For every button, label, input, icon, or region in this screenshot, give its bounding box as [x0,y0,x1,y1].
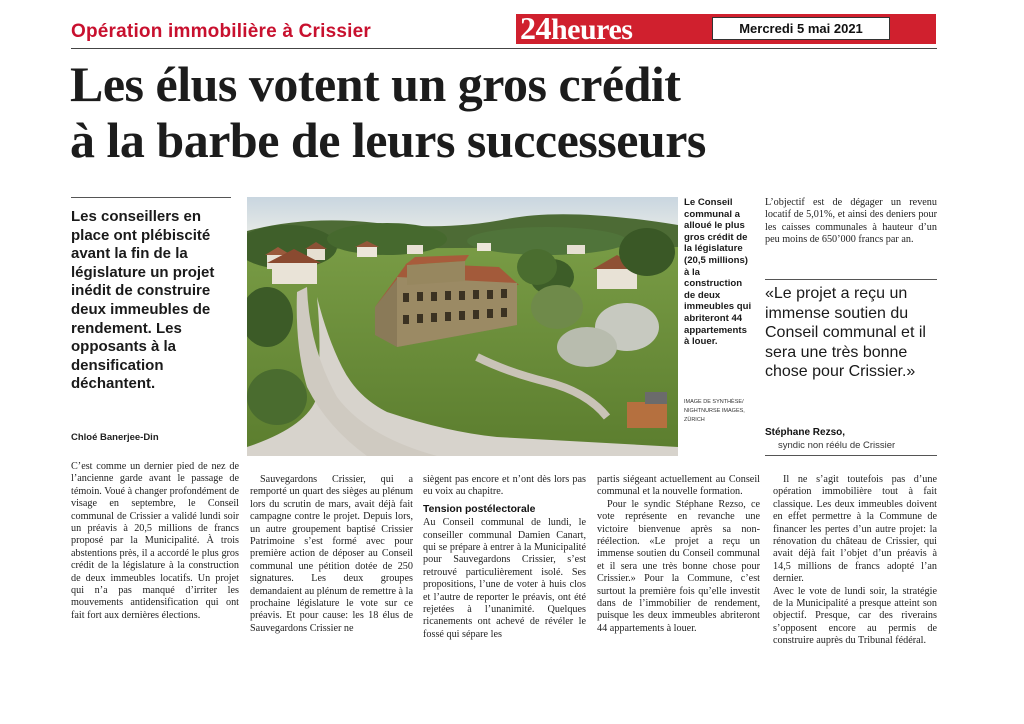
quote-rule [765,279,937,280]
photo-credit [684,398,754,425]
photo-credit-line-2: NIGHTNURSE IMAGES, [684,408,745,414]
body-paragraph: Sauvegardons Crissier, qui a remporté un quart des sièges au plénum lors du scrutin de mars, avait déjà fait campagne contre le projet. Depuis lors, un autre groupement baptisé Crissier Patrimoine s’est formé avec pour première action de déposer au Conseil communal une pétition dotée de 250 signatures. Les deux groupes demandaient au plénum de remettre à la prochaine législature le vote sur ce préavis. Et pour cause: les 18 élus de Sauvegardons Crissier ne [250,474,413,634]
quote-attribution-role: syndic non réélu de Crissier [778,440,896,451]
newspaper-logo [520,12,632,44]
pull-quote: «Le projet a reçu un immense soutien du Conseil communal et il sera une très bonne chose pour Crissier.» [765,285,926,381]
byline: Chloé Banerjee-Din [71,432,159,443]
village-rendering-image [247,197,678,456]
body-column-1 [71,461,239,622]
lead-paragraph: Les conseillers en place ont plébiscité avant la fin de la législature un projet inédit de construire deux immeubles de rendement. Les opposants à la densification déchantent. [71,208,215,393]
body-paragraph: siègent pas encore et n’ont dès lors pas eu voix au chapitre. [423,474,586,498]
lead-rule [71,197,231,198]
body-paragraph: Au Conseil communal de lundi, le conseiller communal Damien Canart, qui se prépare à entrer à la Municipalité pour Sauvegardons Crissier, s’est retrouvé particulièrement isolé. Ses propositions, l’une de voter à huis clos et l’autre de reporter le préavis, ont été rejetées à l’unanimité. Quelques ricanements ont achevé de révéler le fossé qui sépare les [423,517,586,640]
body-paragraph: C’est comme un dernier pied de nez de l’ancienne garde avant le passage de témoin. Voué à changer profondément de visage en septembre, le Conseil communal de Crissier a validé lundi soir un préavis à 20,5 millions de francs proposé par la Municipalité. À trois abstentions près, il a accordé le plus gros crédit de la législature à la construction de deux immeubles locatifs. Un projet qui n’a pas manqué d’irriter les mouvements antidensification qui ont fait fort aux dernières élections. [71,461,239,621]
headline-line-1: Les élus votent un gros crédit [70,56,681,112]
body-paragraph: L’objectif est de dégager un revenu locatif de 5,01%, et ainsi des deniers pour les caisses communales à hauteur d’un peu moins de 650’000 francs par an. [765,197,937,246]
article-photo [247,197,678,456]
body-column-4 [597,474,760,635]
subheading: Tension postélectorale [423,503,536,515]
body-column-2 [250,474,413,635]
issue-date: Mercredi 5 mai 2021 [712,17,890,40]
photo-credit-line-3: ZÜRICH [684,417,705,423]
body-column-5 [773,474,937,648]
logo-word: heures [551,13,633,46]
section-kicker: Opération immobilière à Crissier [71,21,371,42]
headline-line-2: à la barbe de leurs successeurs [70,112,706,168]
quote-attribution-name: Stéphane Rezso, [765,427,846,438]
photo-caption: Le Conseil communal a alloué le plus gros crédit de la législature (20,5 millions) à la construction de deux immeubles qui abriteront 44 appartements à louer. [684,197,752,348]
header-rule [71,48,937,49]
body-column-3 [423,474,586,641]
photo-credit-line-1: IMAGE DE SYNTHÈSE/ [684,399,744,405]
quote-rule-bottom [765,455,937,456]
body-paragraph: partis siégeant actuellement au Conseil communal et la nouvelle formation. [597,474,760,498]
logo-number: 24 [520,10,551,46]
body-column-5-top [765,197,937,247]
body-paragraph: Il ne s’agit toutefois pas d’une opération immobilière tout à fait classique. Les deux immeubles doivent en effet permettre à la Commune de financer les pertes d’un autre projet: la rénovation du château de Crissier, qui avait déjà fait l’objet d’un préavis à 14,5 millions de francs adopté l’an dernier. [773,474,937,585]
headline [70,56,950,168]
body-paragraph: Pour le syndic Stéphane Rezso, ce vote représente en revanche une victoire bienvenue après sa non-réélection. «Le projet a reçu un immense soutien du Conseil communal et il sera une très bonne chose pour Crissier.» Pour la Commune, c’est surtout la première fois qu’elle investit dans de l’immobilier de rendement, puisque les deux immeubles abriteront 44 appartements à louer. [597,498,760,634]
body-paragraph: Avec le vote de lundi soir, la stratégie de la Municipalité a presque atteint son objectif. Presque, car des riverains s’opposent encore au permis de construire auprès du Tribunal fédéral. [773,585,937,647]
